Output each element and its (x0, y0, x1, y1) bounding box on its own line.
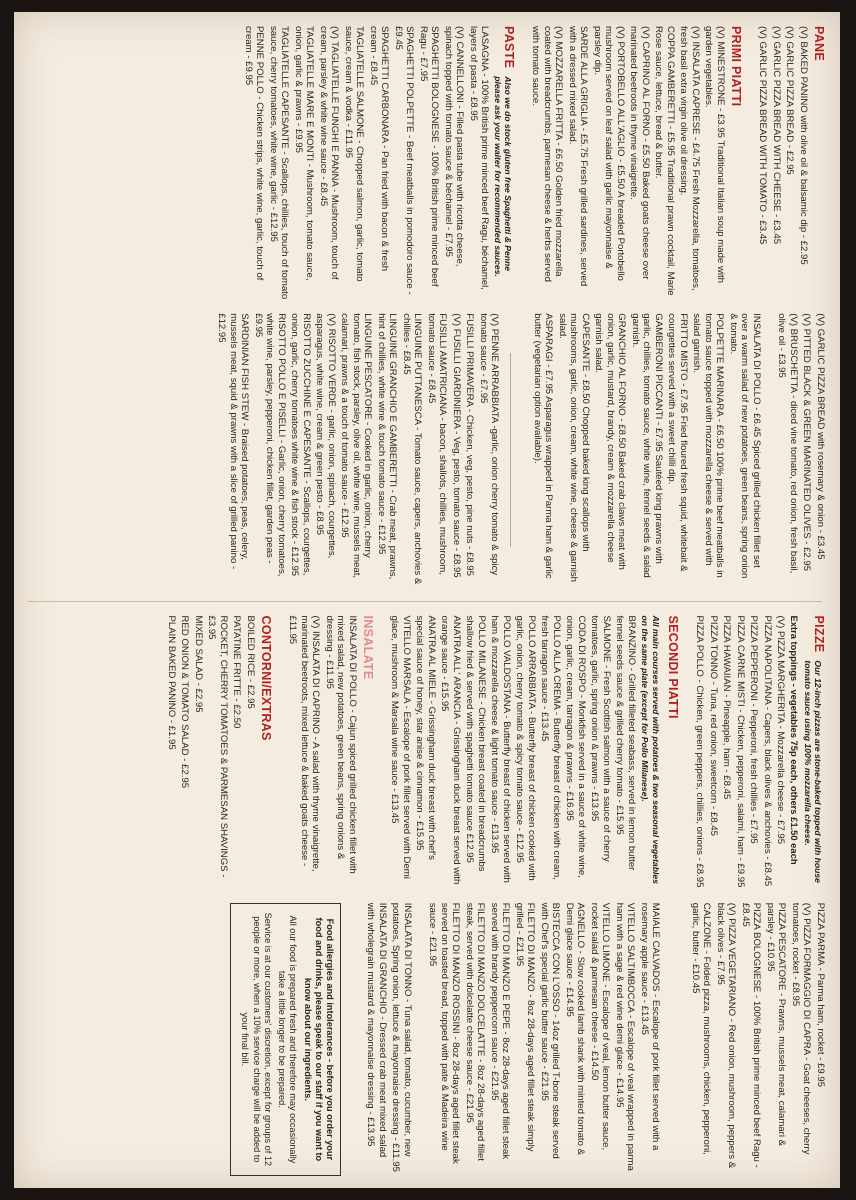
menu-item: POLLO ARRABBIATA - Butterfly breast of chicken cooked with garlic, onion, cherry tomato & spicy tomato sauce - £12.95 (514, 615, 537, 881)
menu-item: CODA DI ROSPO - Monkfish served in a sauce of white wine, onion, garlic, cream, tarragon & prawns - £16.95 (564, 615, 587, 878)
menu-item: FILETTO DI MANZO E PEPE - 8oz 28-days aged fillet steak served with brandy peppercorn sauce - £21.95 (489, 902, 512, 1160)
menu-item: ROCKET, CHERRY TOMATOES & PARMESAN SHAVINGS - £3.95 (206, 615, 229, 878)
menu-item: SPAGHETTI CARBONARA - Pan fried with bacon & fresh cream - £8.45 (367, 26, 391, 272)
menu-item: (V) PITTED BLACK & GREEN MARINATED OLIVES - £2.95 (801, 313, 813, 572)
menu-item: (V) INSALATA DI CAPRINO - A salad with thyme vinaigrette, marinated beetroots, mixed lettuce & baked goats cheese - £11.95 (287, 615, 322, 872)
menu-item: (V) PIZZA MARGHERITA - Mozzarella cheese - £7.95 (775, 615, 787, 845)
menu-item: MAIALE CALVADOS - Escalope of pork fillet served with a rosemary apple sauce - £13.45 (639, 902, 662, 1151)
menu-item: VITELLO SALTIMBOCCA - Escalope of veal wrapped in parma ham with a sage & red wine demi glace - £14.95 (614, 902, 637, 1171)
menu-item: VITELLO MARSALA - Escalope of pork fillet served with Demi glace, mushroom & Marsala wine sauce - £13.45 (389, 615, 412, 879)
section-header-paste (492, 26, 516, 299)
section-insalate (285, 616, 375, 889)
menu-item: (V) PIZZA VEGETARIANO - Red onion, mushroom, peppers & black olives - £7.95 (715, 902, 738, 1169)
menu-item: SPAGHETTI BOLOGNESE - 100% British prime minced beef Ragu - £7.95 (417, 26, 441, 287)
menu-item: INSALATA DI POLLO - £6.45 Spiced grilled chicken fillet set over a warm salad of new potatoes, green beans, spring onion & tomato. (728, 313, 762, 579)
menu-item: GAMBERONI PICCANTI - £7.95 Sautéed king prawns with garlic, chillies, tomato sauce, white wine, fennel seeds & salad garnish. (630, 313, 664, 578)
menu-item: SARDINIAN FISH STEW - Braised potatoes, peas, celery, mussels meat, squid & prawns with a slice of grilled panino - £12.95 (216, 313, 251, 570)
section-contorni (163, 616, 273, 889)
section-header-secondi (663, 616, 680, 889)
menu-item: INSALATA DI GRANCHIO - Dressed crab meat mixed salad with wholegrain mustard & mayonnaise dressing - £13.95 (365, 902, 388, 1158)
menu-item: (V) MOZZARELLA FRITTA - £6.50 Golden fried mozzarella coated with breadcrumbs, parmesan cheese & herbs served with tomato sauce. (530, 26, 565, 282)
menu-item: (V) GARLIC PIZZA BREAD WITH CHEESE - £3.45 (771, 26, 782, 245)
section-title-secondi: SECONDI PIATTI (665, 615, 680, 719)
section-pane-continued (774, 313, 826, 586)
section-primi (528, 26, 743, 299)
menu-item: (V) RISOTTO VERDE - garlic, onion, spinach, courgettes, asparagus, white wine, cream & green pesto - £8.95 (314, 313, 337, 559)
menu-item: PIZZA PARMA - Parma ham, rocket - £9.95 (815, 902, 826, 1088)
menu-item: (V) PIZZA FORMAGGIO DI CAPRA - Goat cheeses, cherry tomatoes, rocket - £8.95 (790, 902, 813, 1155)
menu-item: (V) PENNE ARRABBIATA -garlic, onion cherry tomato & spicy tomato sauce - £7.95 (478, 313, 501, 576)
menu-item: TAGLIATELLE CAPESANTE - Scallops, chillies, touch of tomato sauce, cherry tomatoes, white wine, garlic - £12.95 (267, 26, 291, 300)
section-title-insalate: INSALATE (360, 615, 375, 680)
section-pane (755, 26, 826, 299)
menu-item: PLAIN BAKED PANINO - £1.95 (165, 615, 177, 750)
menu-item: LASAGNA - 100% British prime minced beef Ragu, béchamel, layers of pasta - £8.95 (467, 26, 491, 290)
menu-item: FRITTO MISTO - £7.95 Fried floured fresh squid, whitebait & courgettes served with a sweet chilli dip. (666, 313, 689, 572)
menu-item: COPPA GAMBERETTI - £5.95 Traditional prawn cocktail, Marie Rose sauce, lettuce, bread & butter. (653, 26, 676, 296)
menu-item: FILETTO DI MANZO ROSSINI - 8oz 28-days aged fillet steak served on toasted bread, topped with pate & Madeira wine sauce - £21.95 (427, 902, 462, 1164)
menu-item: TAGLIATELLE MARE E MONTI - Mushroom, tomato sauce, onion, garlic & prawns - £9.95 (292, 26, 316, 281)
menu-item: BOILED RICE - £2.95 (244, 615, 256, 709)
section-secondi-continued (425, 903, 662, 1176)
section-pizze (692, 616, 826, 889)
menu-item: LINGUINE PESCATORE - Cooked in garlic, onion, cherry tomato, fish stock, parsley, olive oil, white wine, mussels meat, calamari, prawns & a touch of tomato sauce - £12.95 (339, 313, 374, 579)
extra-toppings-note: Extra toppings - vegetables 75p each, others £1.50 each (789, 615, 801, 865)
menu-item: POLLO ALLA CREMA - Butterfly breast of chicken with cream, fresh tarragon sauce - £13.45 (539, 615, 562, 880)
menu-item: ANATRA AL MIELE - Grissingham duck breast with chef's special sauce of honey, star anise & cinnamon - £15.95 (414, 615, 437, 860)
section-title-contorni: CONTORNI/EXTRAS (258, 615, 273, 741)
menu-item: (V) FUSILLI GIARDINIERA - Veg, pesto, tomato sauce - £8.95 (451, 313, 462, 578)
section-title-pane: PANE (812, 26, 826, 62)
menu-column-2 (24, 313, 826, 586)
menu-item: (V) CAPRINO AL FORNO - £5.50 Baked goats cheese over marinated beetroots in thyme vinaigrette. (628, 26, 651, 280)
section-note-secondi: All main courses served with potatoes & two seasonal vegetables on the same plate (except for Pollo Milanese). (640, 615, 661, 884)
allergy-notice (230, 903, 341, 1176)
section-paste (240, 26, 516, 299)
menu-item: (V) BAKED PANINO with olive oil & balsamic dip - £2.95 (798, 26, 809, 265)
menu-item: ANATRA ALL' ARANCIA - Grissingham duck breast served with orange sauce - £15.95 (439, 615, 462, 885)
menu-item: SPAGHETTI POLPETTE - Beef meatballs in pomodoro sauce - £9.45 (392, 26, 416, 295)
menu-item: PIZZA CARNE MISTI - Chicken, pepperoni, salami, ham - £9.95 (734, 615, 746, 888)
menu-item: LINGUINE GRANCHIO E GAMBERETTI - Crab meat, prawns, hint of chillies, white wine & touch tomato sauce - £12.95 (376, 313, 399, 580)
menu-item: (V) TAGLIATELLE FUNGHI E PANNA - Mushroom, touch of cream, parsley & white wine sauce - £8.45 (317, 26, 341, 280)
menu-item: INSALATA DI POLLO - Cajun spiced grilled chicken fillet with mixed salad, new potatoes, green beans, spring onions & dressing - £11.95 (323, 615, 358, 874)
menu-sheet (14, 12, 840, 1188)
allergy-body: All our food is prepared fresh and therefore may occasionally take a little longer to be prepared. (277, 915, 299, 1164)
menu-item: (V) MINESTRONE - £3.95 Traditional Italian soup made with garden vegetables. (703, 26, 726, 284)
menu-item: (V) GARLIC PIZZA BREAD WITH TOMATO - £3.45 (757, 26, 769, 245)
section-note-pizze: Our 12-inch pizzas are stone-baked topped with house tomato sauce using 100% mozzarella cheese. (802, 660, 823, 883)
section-header-pizze (802, 616, 826, 889)
menu-item: FUSILLI PRIMAVERA - Chicken, veg, pesto, pine nuts - £8.95 (464, 313, 476, 576)
column-divider (28, 601, 822, 602)
section-title-primi: PRIMI PIATTI (729, 26, 743, 107)
menu-item: (V) GARLIC PIZZA BREAD - £2.95 (784, 26, 796, 175)
menu-item: BRANZINO - Grilled filleted seabass, served in lemon butter fennel seeds sauce & grilled cherry tomato - £15.95 (614, 615, 637, 871)
menu-item: PIZZA NAPOLITANA - Capers, black olives & anchovies - £8.45 (761, 615, 773, 887)
menu-column-1 (24, 26, 826, 299)
section-primi-continued (530, 313, 763, 586)
menu-item: (V) BRUSCHETTA - diced vine tomato, red onion, fresh basil, olive oil - £3.95 (776, 313, 799, 574)
menu-item: CALZONE - Folded pizza, mushrooms, chicken, pepperoni, garlic, butter - £10.45 (690, 902, 713, 1155)
menu-item: MIXED SALAD - £2.95 (192, 615, 204, 713)
menu-item: (V) GARLIC PIZZA BREAD with rosemary & onion - £3.45 (815, 313, 826, 560)
menu-item: SARDE ALLA GRIGLIA - £5.75 Fresh grilled sardines, served with a dressed mixed salad. (567, 26, 590, 287)
menu-item: FILETTO DI MANZO DOLCELATTE - 8oz 28-days aged fillet steak, served with dolcelatte cheese sauce - £21.95 (464, 902, 487, 1161)
menu-item: PATATINE FRITTE - £2.50 (231, 615, 243, 729)
menu-item: PIZZA PEPPERONI - Pepperoni, fresh chillies - £7.95 (748, 615, 760, 844)
menu-item: POLLO MILANESE - Chicken breast coated in breadcrumbs shallow fried & served with spaghetti tomato sauce £12.95 (464, 615, 487, 872)
menu-item: TAGLIATELLE SALMONE - Chopped salmon, garlic, tomato sauce, cream & vodka - £11.95 (342, 26, 366, 282)
menu-item: PIZZA TONNO - Tuna, red onion, sweetcorn - £8.45 (707, 615, 719, 836)
menu-item: (V) INSALATA CAPRESE - £4.75 Fresh Mozzarella, tomatoes, fresh basil extra virgin olive oil dressing. (678, 26, 701, 291)
menu-item: FILETTO DI MANZO - 8oz 28-days aged fillet steak simply grilled - £21.95 (514, 902, 537, 1152)
menu-item: (V) PORTOBELLO ALL'AGLIO - £5.50 A breaded Portobello mushroom served on leaf salad with garlic mayonnaise & parsley dip. (592, 26, 626, 281)
menu-item: INSALATA DI TONNO - Tuna salad, tomato, cucumber, new potatoes, Spring onion, lettuce & mayonnaise dressing - £11.95 (390, 902, 413, 1172)
menu-item: VITELLO LIMONE - Escalope of veal, lemon butter sauce, rocket salad & parmesan cheese - £14.50 (589, 902, 612, 1151)
menu-item: RISOTTO ZUCCHINE E CAPESANTE - Scallops, courgettes, onion, garlic, cherry tomatoes white wine & fish stock - £12.95 (289, 313, 312, 577)
service-charge-note: Service is at our customers' discretion, except for groups of 12 people or more, when a 10% service charge will be added to your final bill. (240, 912, 273, 1167)
menu-item: PENNE POLLO - Chicken strips, white wine, garlic, touch of cream - £9.95 (242, 26, 266, 281)
menu-item: (V) CANNELLONI - Filled pasta tube with ricotta cheese, spinach topped with tomato sauce & béchamel - £7.95 (442, 26, 466, 267)
menu-column-3 (24, 616, 826, 889)
menu-item: AGNELLO - Slow cooked lamb shank with minted tomato & Demi glace sauce - £14.95 (564, 902, 587, 1155)
menu-item: GRANCHIO AL FORNO - £8.50 Baked crab claws meat with onion, garlic, mustard, brandy, cream & mozzarella cheese garnish salad. (593, 313, 628, 570)
section-title-paste: PASTE (502, 26, 516, 69)
section-pizze-continued (688, 903, 827, 1176)
divider (511, 353, 512, 546)
menu-item: PIZZA POLLO - Chicken, green peppers, chillies, onions - £8.95 (694, 615, 706, 888)
menu-item: ASPARAGI - £7.95 Asparagus wrapped in Parma ham & garlic butter (vegetarian option available). (532, 313, 555, 579)
menu-item: POLLO VALDOSTANA - Butterfly breast of chicken served with ham & mozzarella cheese & light tomato sauce - £13.95 (489, 615, 512, 883)
menu-item: RED ONION & TOMATO SALAD - £2.95 (179, 615, 191, 789)
menu-item: PIZZA HAWAIIAN - Pineapple, ham - £8.45 (721, 615, 733, 800)
allergy-heading: Food allergies and intolerances - before you order your food and drinks, please speak to our staff if you want to know about our ingredients. (302, 917, 335, 1162)
menu-column-4 (24, 903, 826, 1176)
menu-item: PIZZA PESCATORE - Prawns, mussels meat, calamari & parsley - £10.95 (765, 902, 788, 1147)
section-note-paste: Also we do stock gluten free Spaghetti & Penne please ask your waiter for recommended sauces. (492, 76, 513, 277)
menu-item: BISTECCA CON L'OSSO - 14oz grilled T-bone steak served with Chef's special garlic butter sauce - £21.95 (539, 902, 562, 1159)
menu-item: PIZZA BOLOGNESE - 100% British prime minced beef Ragu - £8.45 (740, 902, 763, 1168)
menu-item: POLPETTE MARINARA - £6.50 100% prime beef meatballs in tomato sauce topped with mozzarella cheese & served with salad garnish. (691, 313, 726, 578)
menu-item: SALMONE - Fresh Scottish salmon with a sauce of cherry tomatoes, garlic, spring onion & prawns - £13.95 (589, 615, 612, 862)
menu-paper (14, 12, 840, 1188)
section-title-pizze: PIZZE (812, 615, 826, 653)
menu-item: FUSILLI AMATRICIANA - bacon, shallots, chillies, mushroom, tomato sauce - £8.45 (426, 313, 449, 575)
section-paste-continued (214, 313, 501, 586)
section-secondi (387, 616, 680, 889)
section-insalate-continued (363, 903, 413, 1176)
menu-item: RISOTTO POLLO E PISELLI - Garlic, onion, cherry tomatoes, white wine, parsley, pepperoni, chicken fillet, garden peas - £9.95 (253, 313, 287, 577)
menu-item: LINGUINE PUTTANESCA - Tomato sauce, capers, anchovies & chillies - £8.45 (401, 313, 424, 585)
menu-item: CAPESANTE - £8.50 Chopped baked king scallops with mushrooms, garlic, onion, cream, white wine, cheese & garnish salad. (557, 313, 591, 582)
